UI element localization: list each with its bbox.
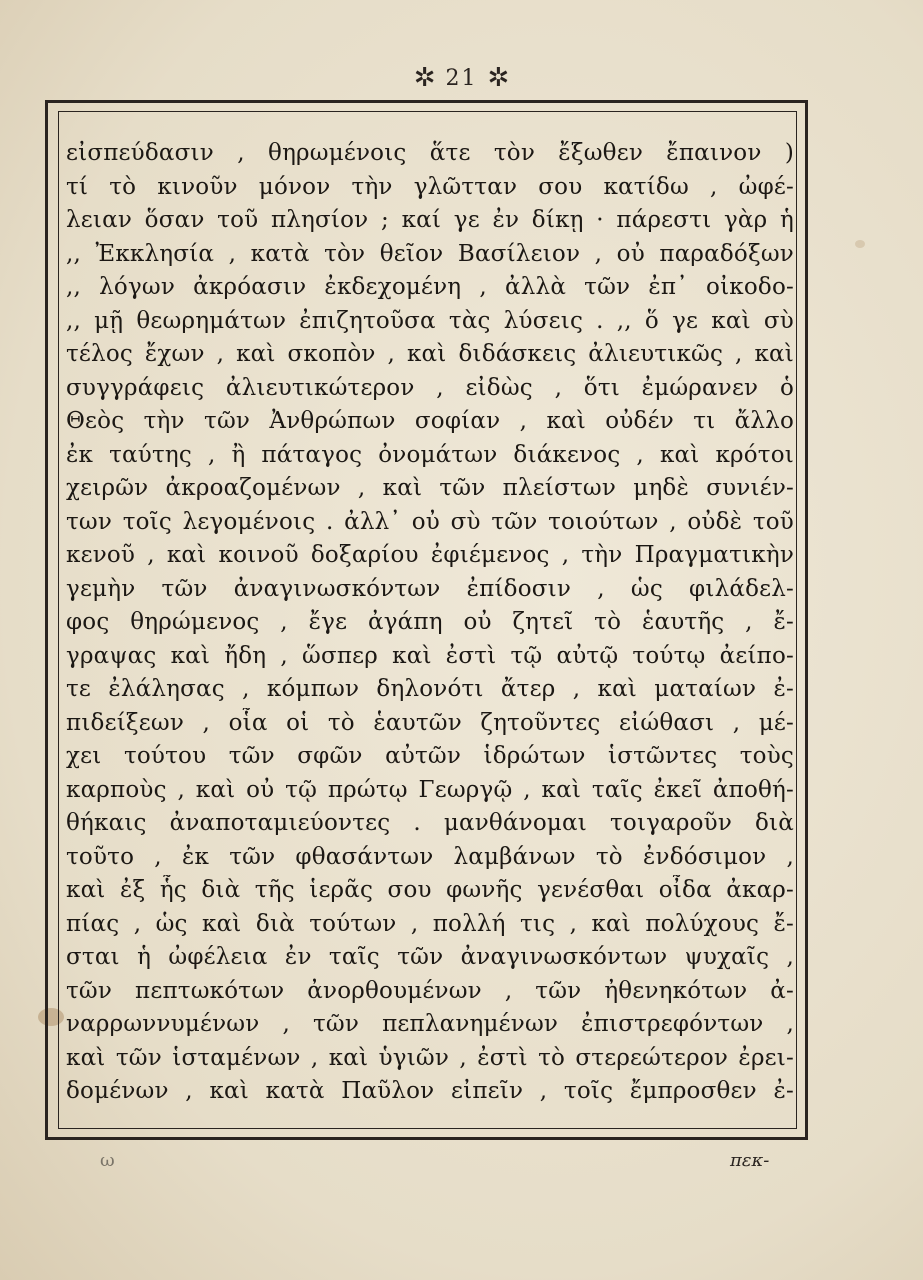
text-line: κενοῦ , καὶ κοινοῦ δοξαρίου ἐφιέμενος , τὴν Πραγματικὴν	[66, 542, 794, 568]
text-line: Θεὸς τὴν τῶν Ἀνθρώπων σοφίαν , καὶ οὐδέν τι ἄλλο	[66, 408, 794, 434]
text-line: σται ἡ ὠφέλεια ἐν ταῖς τῶν ἀναγινωσκόντων ψυχαῖς ,	[66, 944, 794, 970]
text-line: τέλος ἔχων , καὶ σκοπὸν , καὶ διδάσκεις ἀλιευτικῶς , καὶ	[66, 341, 794, 367]
text-line: τοῦτο , ἐκ τῶν φθασάντων λαμβάνων τὸ ἐνδόσιμον ,	[66, 843, 794, 870]
text-line: λειαν ὅσαν τοῦ πλησίον ; καί γε ἐν δίκῃ · πάρεστι γὰρ ἡ	[66, 207, 794, 233]
ornament-left-icon: ✲	[413, 63, 436, 93]
page-number: 21	[445, 65, 478, 91]
text-line: γραψας καὶ ἤδη , ὥσπερ καὶ ἐστὶ τῷ αὐτῷ τούτῳ ἀείπο-	[66, 642, 794, 669]
paper-stain	[855, 240, 865, 248]
catchword: πεκ-	[730, 1150, 770, 1171]
text-line: πιδείξεων , οἷα οἱ τὸ ἑαυτῶν ζητοῦντες εἰώθασι , μέ-	[66, 709, 794, 736]
text-line: τε ἐλάλησας , κόμπων δηλονότι ἄτερ , καὶ ματαίων ἐ-	[66, 676, 794, 702]
text-line: θήκαις ἀναποταμιεύοντες . μανθάνομαι τοιγαροῦν διὰ	[66, 810, 794, 836]
ornament-right-icon: ✲	[487, 63, 510, 93]
text-line: συγγράφεις ἀλιευτικώτερον , εἰδὼς , ὅτι ἐμώρανεν ὁ	[66, 374, 794, 401]
text-line: ἐκ ταύτης , ἢ πάταγος ὀνομάτων διάκενος , καὶ κρότοι	[66, 441, 794, 468]
text-line: ναρρωννυμένων , τῶν πεπλανημένων ἐπιστρεφόντων ,	[66, 1011, 794, 1037]
signature-mark: ω	[100, 1150, 115, 1171]
text-line: ,, μῇ θεωρημάτων ἐπιζητοῦσα τὰς λύσεις . ,, ὅ γε καὶ σὺ	[66, 307, 794, 334]
page-footer	[0, 1150, 923, 1180]
text-line: πίας , ὡς καὶ διὰ τούτων , πολλή τις , καὶ πολύχους ἔ-	[66, 910, 794, 937]
text-line: καὶ τῶν ἱσταμένων , καὶ ὑγιῶν , ἐστὶ τὸ στερεώτερον ἐρει-	[66, 1044, 794, 1071]
text-line: χει τούτου τῶν σφῶν αὐτῶν ἱδρώτων ἱστῶντες τοὺς	[66, 743, 794, 769]
text-line: ,, Ἐκκλησία , κατὰ τὸν θεῖον Βασίλειον , οὐ παραδόξων	[66, 240, 794, 267]
text-line: ,, λόγων ἀκρόασιν ἐκδεχομένη , ἀλλὰ τῶν ἐπ᾽ οἰκοδο-	[66, 274, 794, 300]
page-header	[0, 58, 923, 98]
text-line: τί τὸ κινοῦν μόνον τὴν γλῶτταν σου κατίδω , ὠφέ-	[66, 173, 794, 200]
text-line: γεμὴν τῶν ἀναγινωσκόντων ἐπίδοσιν , ὡς φιλάδελ-	[66, 575, 794, 602]
text-line: δομένων , καὶ κατὰ Παῦλον εἰπεῖν , τοῖς ἔμπροσθεν ἐ-	[66, 1078, 794, 1104]
text-line: φος θηρώμενος , ἔγε ἀγάπη οὐ ζητεῖ τὸ ἑαυτῆς , ἔ-	[66, 609, 794, 635]
text-line: χειρῶν ἀκροαζομένων , καὶ τῶν πλείστων μηδὲ συνιέν-	[66, 475, 794, 501]
text-line: καὶ ἐξ ἧς διὰ τῆς ἱερᾶς σου φωνῆς γενέσθαι οἶδα ἀκαρ-	[66, 877, 794, 903]
text-line: καρποὺς , καὶ οὐ τῷ πρώτῳ Γεωργῷ , καὶ ταῖς ἐκεῖ ἀποθή-	[66, 776, 794, 803]
text-line: εἰσπεύδασιν , θηρωμένοις ἅτε τὸν ἔξωθεν ἔπαινον )	[66, 140, 794, 166]
text-line: των τοῖς λεγομένοις . ἀλλ᾽ οὐ σὺ τῶν τοιούτων , οὐδὲ τοῦ	[66, 508, 794, 535]
body-text	[66, 138, 794, 1108]
text-line: τῶν πεπτωκότων ἀνορθουμένων , τῶν ἠθενηκότων ἀ-	[66, 977, 794, 1004]
